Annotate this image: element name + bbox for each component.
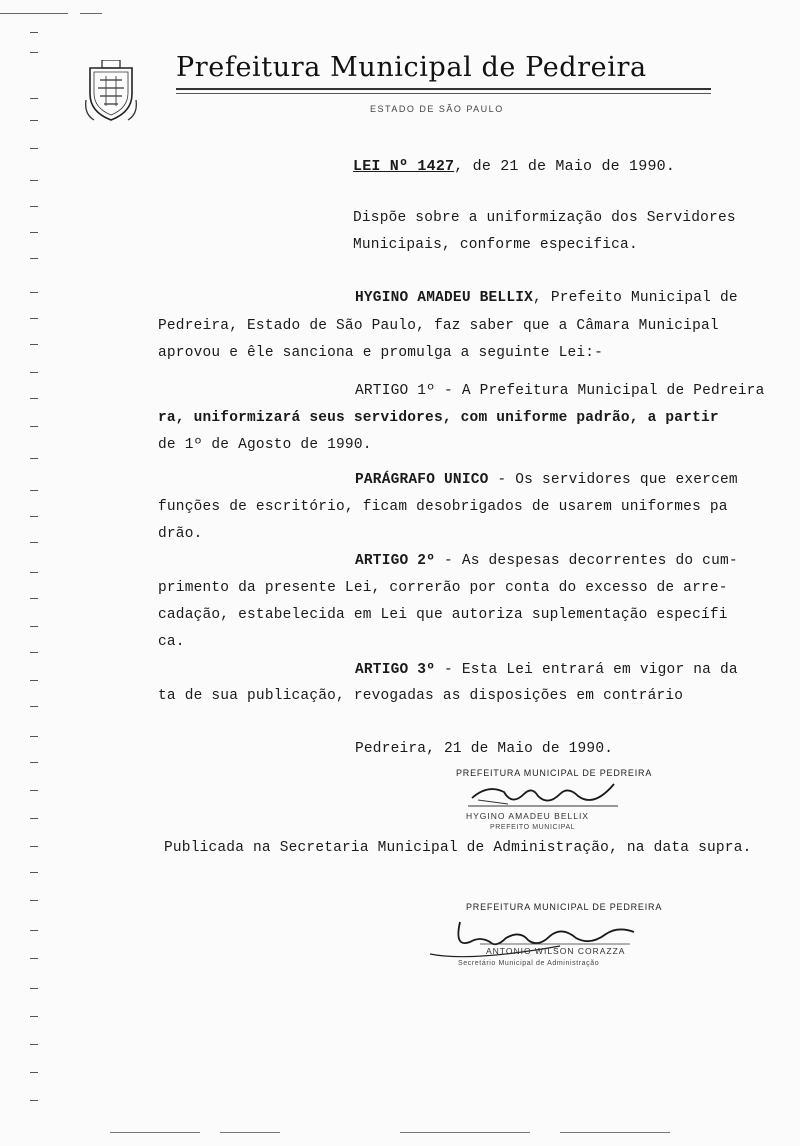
article-3-label: ARTIGO 3º (355, 662, 436, 678)
article-3-line: ta de sua publicação, revogadas as disposições em contrário (158, 688, 684, 704)
place-date: Pedreira, 21 de Maio de 1990. (355, 741, 614, 757)
law-number: LEI Nº 1427 (353, 158, 455, 175)
law-heading (353, 158, 675, 175)
law-date: , de 21 de Maio de 1990. (454, 158, 676, 175)
preamble-line: Pedreira, Estado de São Paulo, faz saber que a Câmara Municipal (158, 318, 719, 334)
scan-bottom-dash (110, 1132, 200, 1133)
article-1-line: de 1º de Agosto de 1990. (158, 437, 372, 453)
signer-name: HYGINO AMADEU BELLIX (466, 811, 589, 821)
paragraph-unico-text: - Os servidores que exercem (488, 472, 738, 488)
paragraph-unico-line (355, 472, 738, 488)
letterhead-rule (176, 93, 711, 94)
letterhead-subtitle: ESTADO DE SÃO PAULO (370, 104, 504, 114)
signer-title: PREFEITO MUNICIPAL (490, 824, 576, 831)
ementa-line: Dispõe sobre a uniformização dos Servidores (353, 210, 736, 226)
signer-title: Secretário Municipal de Administração (458, 960, 600, 967)
paragraph-unico-line: funções de escritório, ficam desobrigados de usarem uniformes pa (158, 499, 728, 515)
municipal-coat-of-arms-icon (84, 60, 138, 124)
signer-name: ANTONIO WILSON CORAZZA (486, 946, 626, 956)
article-3-line (355, 662, 738, 678)
article-2-line: ca. (158, 634, 185, 650)
mayor-signature (468, 778, 628, 812)
official-stamp: PREFEITURA MUNICIPAL DE PEDREIRA (456, 768, 653, 778)
article-2-label: ARTIGO 2º (355, 553, 436, 569)
article-1-line: ra, uniformizará seus servidores, com uniforme padrão, a partir (158, 410, 719, 426)
official-stamp: PREFEITURA MUNICIPAL DE PEDREIRA (466, 902, 663, 912)
article-2-text: - As despesas decorrentes do cum- (435, 553, 738, 569)
letterhead-title: Prefeitura Municipal de Pedreira (176, 52, 647, 83)
scan-top-dash (80, 13, 102, 14)
scan-top-dash (0, 13, 68, 14)
publication-note: Publicada na Secretaria Municipal de Administração, na data supra. (164, 840, 752, 856)
scan-bottom-dash (560, 1132, 670, 1133)
ementa-line: Municipais, conforme especifica. (353, 237, 638, 253)
article-3-text: - Esta Lei entrará em vigor na da (435, 662, 738, 678)
scan-bottom-dash (400, 1132, 530, 1133)
mayor-name: HYGINO AMADEU BELLIX (355, 290, 534, 306)
preamble-text: , Prefeito Municipal de (533, 290, 738, 306)
article-2-line: primento da presente Lei, correrão por conta do excesso de arre- (158, 580, 728, 596)
scan-bottom-dash (220, 1132, 280, 1133)
preamble-line: aprovou e êle sanciona e promulga a seguinte Lei:- (158, 345, 604, 361)
article-2-line: cadação, estabelecida em Lei que autoriza suplementação específi (158, 607, 728, 623)
letterhead-rule (176, 88, 711, 90)
paragraph-unico-label: PARÁGRAFO UNICO (355, 472, 489, 488)
article-1-line: ARTIGO 1º - A Prefeitura Municipal de Pedreira (355, 383, 765, 399)
paragraph-unico-line: drão. (158, 526, 203, 542)
article-2-line (355, 553, 738, 569)
preamble-line (355, 290, 738, 306)
